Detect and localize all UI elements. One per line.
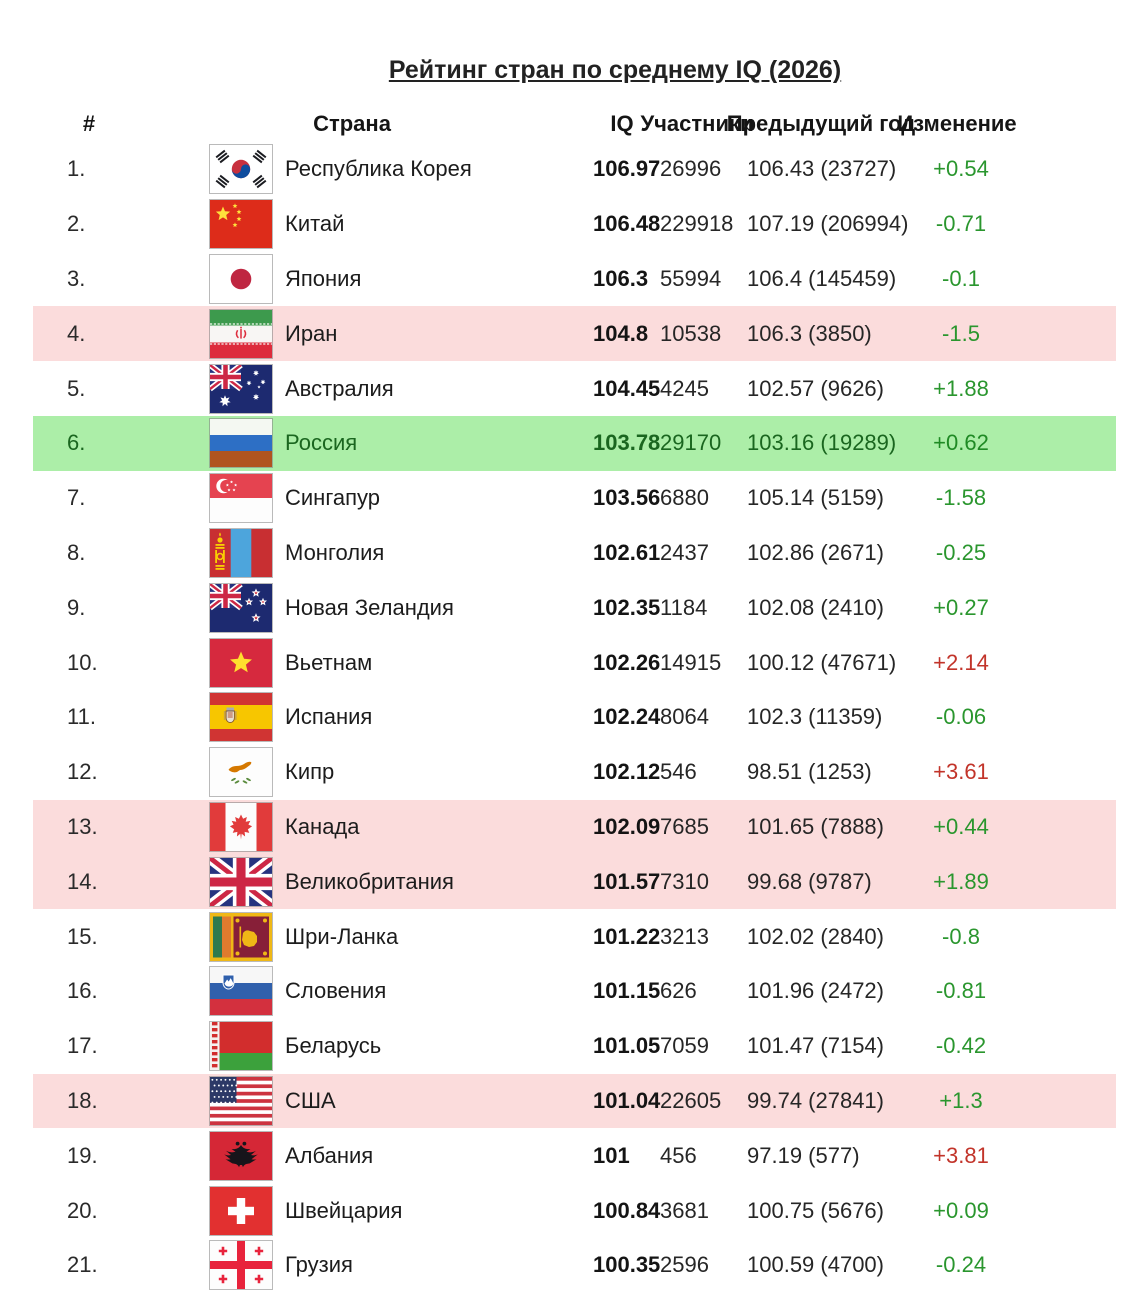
- change-value: +0.09: [933, 1197, 989, 1223]
- iq-value: 106.97: [593, 156, 661, 182]
- rank-cell: 12.: [67, 759, 98, 785]
- column-header-participants: Участники: [640, 111, 754, 136]
- participants-value: 7685: [660, 813, 709, 839]
- previous-year-value: 106.4 (145459): [747, 265, 897, 291]
- flag-al-icon: [210, 1132, 272, 1180]
- country-name: Вьетнам: [285, 649, 373, 675]
- rank-cell: 17.: [67, 1033, 98, 1059]
- rank-cell: 14.: [67, 868, 98, 894]
- previous-year-value: 106.3 (3850): [747, 320, 872, 346]
- participants-value: 546: [660, 759, 697, 785]
- rank-cell: 11.: [67, 704, 96, 730]
- country-name: Албания: [285, 1142, 374, 1168]
- iq-value: 104.45: [593, 375, 661, 401]
- iq-value: 102.35: [593, 594, 661, 620]
- iq-value: 102.26: [593, 649, 661, 675]
- participants-value: 229918: [660, 211, 734, 237]
- previous-year-value: 107.19 (206994): [747, 211, 909, 237]
- previous-year-value: 102.86 (2671): [747, 539, 884, 565]
- participants-value: 10538: [660, 320, 722, 346]
- previous-year-value: 102.08 (2410): [747, 594, 884, 620]
- table-row: [33, 252, 1116, 307]
- participants-value: 22605: [660, 1087, 722, 1113]
- change-value: +0.44: [933, 813, 989, 839]
- table-row: [33, 580, 1116, 635]
- flag-si-icon: [210, 967, 272, 1015]
- table-row: [33, 1183, 1116, 1238]
- previous-year-value: 100.12 (47671): [747, 649, 897, 675]
- country-name: Шри-Ланка: [285, 923, 399, 949]
- flag-kr-icon: [210, 145, 272, 193]
- rank-cell: 18.: [67, 1087, 98, 1113]
- participants-value: 3213: [660, 923, 709, 949]
- flag-ge-icon: [210, 1241, 272, 1289]
- rank-cell: 15.: [67, 923, 98, 949]
- participants-value: 3681: [660, 1197, 709, 1223]
- table-row: [33, 635, 1116, 690]
- iq-value: 106.48: [593, 211, 661, 237]
- change-value: +0.27: [933, 594, 989, 620]
- previous-year-value: 98.51 (1253): [747, 759, 872, 785]
- rank-cell: 21.: [67, 1252, 98, 1278]
- column-header-change: Изменение: [897, 111, 1017, 136]
- previous-year-value: 101.96 (2472): [747, 978, 884, 1004]
- iq-value: 102.24: [593, 704, 661, 730]
- change-value: +1.89: [933, 868, 989, 894]
- change-value: -0.06: [935, 704, 987, 730]
- country-name: Кипр: [285, 759, 335, 785]
- country-name: Иран: [285, 320, 338, 346]
- rank-cell: 7.: [67, 485, 86, 511]
- iq-value: 101.22: [593, 923, 661, 949]
- participants-value: 29170: [660, 430, 722, 456]
- change-value: -0.42: [935, 1033, 987, 1059]
- rank-cell: 19.: [67, 1142, 98, 1168]
- previous-year-value: 106.43 (23727): [747, 156, 897, 182]
- rank-cell: 10.: [67, 649, 98, 675]
- participants-value: 456: [660, 1142, 697, 1168]
- change-value: +3.81: [933, 1142, 989, 1168]
- flag-vn-icon: [210, 639, 272, 687]
- flag-gb-icon: [210, 858, 272, 906]
- column-header-country: Страна: [313, 111, 391, 136]
- flag-by-icon: [210, 1022, 272, 1070]
- table-row: [33, 800, 1116, 855]
- table-row: [33, 416, 1116, 471]
- table-row: [33, 197, 1116, 252]
- participants-value: 55994: [660, 265, 722, 291]
- flag-ch-icon: [210, 1187, 272, 1235]
- table-row: [33, 1019, 1116, 1074]
- table-row: [33, 964, 1116, 1019]
- change-value: -0.1: [942, 265, 980, 291]
- flag-mn-icon: [210, 529, 272, 577]
- table-row: [33, 690, 1116, 745]
- previous-year-value: 101.65 (7888): [747, 813, 884, 839]
- flag-jp-icon: [210, 255, 272, 303]
- change-value: +0.54: [933, 156, 989, 182]
- participants-value: 4245: [660, 375, 709, 401]
- country-name: Словения: [285, 978, 387, 1004]
- iq-value: 101.57: [593, 868, 661, 894]
- country-name: Грузия: [285, 1252, 353, 1278]
- previous-year-value: 101.47 (7154): [747, 1033, 884, 1059]
- iq-value: 104.8: [593, 320, 649, 346]
- iq-value: 100.35: [593, 1252, 661, 1278]
- flag-cy-icon: [210, 748, 272, 796]
- previous-year-value: 102.3 (11359): [747, 704, 883, 730]
- column-header-iq: IQ: [610, 111, 634, 136]
- country-name: Беларусь: [285, 1033, 382, 1059]
- country-name: Россия: [285, 430, 358, 456]
- change-value: +1.3: [939, 1087, 983, 1113]
- iq-value: 103.78: [593, 430, 661, 456]
- flag-cn-icon: [210, 200, 272, 248]
- iq-value: 102.61: [593, 539, 661, 565]
- change-value: -0.71: [935, 211, 987, 237]
- country-name: Монголия: [285, 539, 385, 565]
- participants-value: 8064: [660, 704, 709, 730]
- column-header-rank: #: [82, 111, 96, 136]
- change-value: -0.25: [935, 539, 987, 565]
- flag-lk-icon: [210, 913, 272, 961]
- change-value: -1.5: [942, 320, 980, 346]
- change-value: -1.58: [935, 485, 987, 511]
- table-row: [33, 909, 1116, 964]
- previous-year-value: 100.75 (5676): [747, 1197, 884, 1223]
- participants-value: 626: [660, 978, 697, 1004]
- flag-es-icon: [210, 693, 272, 741]
- change-value: -0.81: [935, 978, 987, 1004]
- rank-cell: 16.: [67, 978, 98, 1004]
- previous-year-value: 103.16 (19289): [747, 430, 897, 456]
- rank-cell: 13.: [67, 813, 98, 839]
- participants-value: 7310: [660, 868, 709, 894]
- previous-year-value: 99.68 (9787): [747, 868, 872, 894]
- iq-value: 103.56: [593, 485, 661, 511]
- page-title: Рейтинг стран по среднему IQ (2026): [388, 56, 842, 84]
- country-name: Великобритания: [285, 868, 454, 894]
- ranking-table-body: [33, 142, 1116, 1293]
- change-value: +1.88: [933, 375, 989, 401]
- country-name: Швейцария: [285, 1197, 403, 1223]
- previous-year-value: 99.74 (27841): [747, 1087, 884, 1113]
- flag-ru-icon: [210, 419, 272, 467]
- flag-ir-icon: [210, 310, 272, 358]
- country-name: Республика Корея: [285, 156, 472, 182]
- participants-value: 6880: [660, 485, 709, 511]
- table-row: [33, 745, 1116, 800]
- iq-value: 101.15: [593, 978, 661, 1004]
- previous-year-value: 97.19 (577): [747, 1142, 860, 1168]
- participants-value: 2437: [660, 539, 709, 565]
- country-name: Канада: [285, 813, 360, 839]
- change-value: -0.8: [942, 923, 980, 949]
- table-row: [33, 471, 1116, 526]
- country-name: Китай: [285, 211, 345, 237]
- flag-ca-icon: [210, 803, 272, 851]
- table-row: [33, 1128, 1116, 1183]
- rank-cell: 6.: [67, 430, 86, 456]
- rank-cell: 5.: [67, 375, 86, 401]
- rank-cell: 8.: [67, 539, 86, 565]
- table-row: [33, 1074, 1116, 1129]
- rank-cell: 3.: [67, 265, 86, 291]
- change-value: +2.14: [933, 649, 989, 675]
- table-row: [33, 526, 1116, 581]
- country-name: США: [285, 1087, 336, 1113]
- flag-au-icon: [210, 365, 272, 413]
- rank-cell: 20.: [67, 1197, 98, 1223]
- iq-value: 100.84: [593, 1197, 661, 1223]
- table-row: [33, 1238, 1116, 1293]
- table-row: [33, 854, 1116, 909]
- iq-value: 102.12: [593, 759, 661, 785]
- change-value: +3.61: [933, 759, 989, 785]
- flag-us-icon: [210, 1077, 272, 1125]
- table-row: [33, 361, 1116, 416]
- previous-year-value: 102.57 (9626): [747, 375, 884, 401]
- participants-value: 14915: [660, 649, 722, 675]
- iq-value: 101.04: [593, 1087, 661, 1113]
- table-row: [33, 142, 1116, 197]
- table-header: [0, 111, 1143, 139]
- participants-value: 2596: [660, 1252, 709, 1278]
- country-name: Испания: [285, 704, 373, 730]
- country-name: Япония: [285, 265, 362, 291]
- previous-year-value: 105.14 (5159): [747, 485, 884, 511]
- column-header-previous-year: Предыдущий год: [726, 111, 916, 136]
- change-value: -0.24: [935, 1252, 987, 1278]
- participants-value: 7059: [660, 1033, 709, 1059]
- flag-sg-icon: [210, 474, 272, 522]
- iq-value: 101: [593, 1142, 630, 1168]
- iq-value: 101.05: [593, 1033, 661, 1059]
- iq-value: 102.09: [593, 813, 661, 839]
- rank-cell: 9.: [67, 594, 86, 620]
- participants-value: 26996: [660, 156, 722, 182]
- country-name: Сингапур: [285, 485, 381, 511]
- rank-cell: 2.: [67, 211, 86, 237]
- flag-nz-icon: [210, 584, 272, 632]
- rank-cell: 4.: [67, 320, 86, 346]
- country-name: Австралия: [285, 375, 394, 401]
- table-row: [33, 306, 1116, 361]
- country-name: Новая Зеландия: [285, 594, 454, 620]
- change-value: +0.62: [933, 430, 989, 456]
- participants-value: 1184: [660, 594, 708, 620]
- previous-year-value: 102.02 (2840): [747, 923, 884, 949]
- previous-year-value: 100.59 (4700): [747, 1252, 884, 1278]
- rank-cell: 1.: [67, 156, 86, 182]
- iq-value: 106.3: [593, 265, 649, 291]
